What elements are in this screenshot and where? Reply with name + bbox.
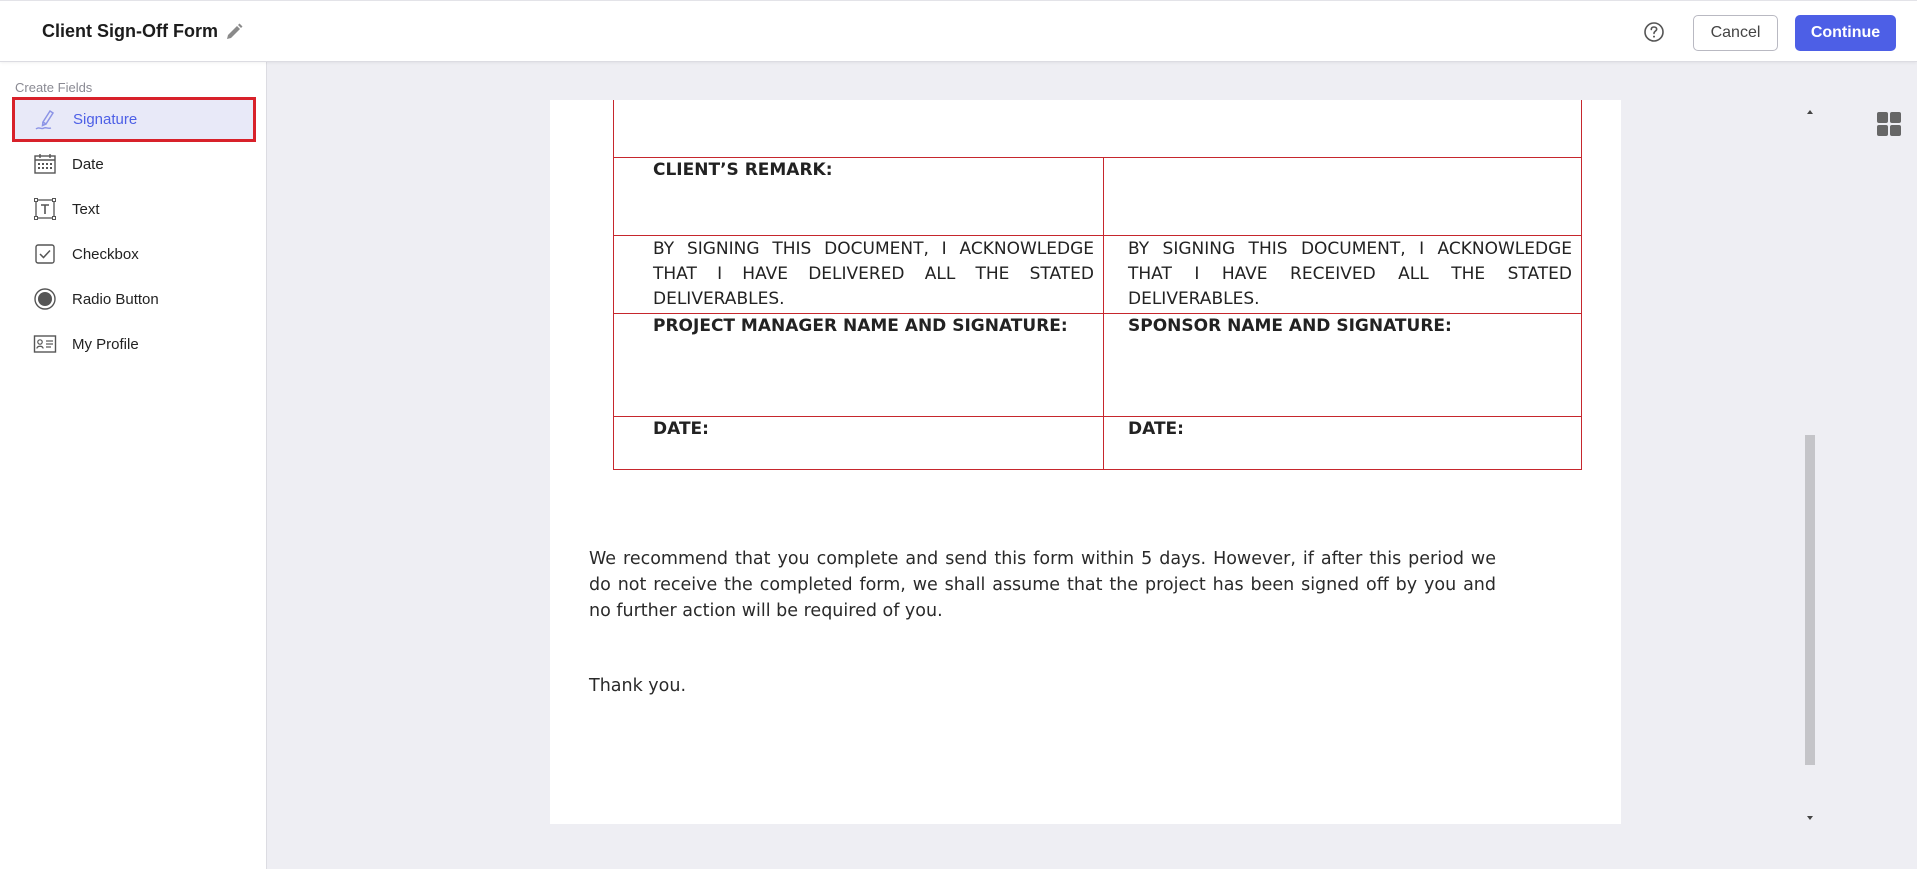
thank-you-text: Thank you. (589, 676, 687, 696)
field-checkbox[interactable] (14, 233, 254, 275)
checkbox-icon (31, 240, 59, 268)
table-cell (1104, 235, 1582, 313)
help-icon[interactable] (1643, 21, 1665, 43)
create-fields-sidebar (0, 62, 267, 869)
table-cell (614, 416, 1104, 469)
table-cell (1104, 313, 1582, 416)
signoff-table (613, 100, 1582, 470)
sponsor-signature-label: SPONSOR NAME AND SIGNATURE: (1128, 315, 1452, 336)
top-bar (0, 0, 1917, 62)
pm-signature-label: PROJECT MANAGER NAME AND SIGNATURE: (653, 315, 1068, 336)
field-date[interactable] (14, 143, 254, 185)
table-row (614, 100, 1582, 157)
table-row (614, 157, 1582, 235)
profile-card-icon (31, 330, 59, 358)
document-title: Client Sign-Off Form (42, 21, 218, 41)
table-cell (614, 100, 1582, 157)
table-cell (614, 313, 1104, 416)
recommendation-paragraph: We recommend that you complete and send this form within 5 days. However, if after this period we do not receive the completed form, we shall assume that the project has been signed off by you and no further action will be required of you. (589, 549, 1496, 621)
field-signature[interactable] (12, 97, 256, 142)
field-label: Signature (73, 111, 138, 128)
client-remark-cell (1104, 157, 1582, 235)
text-box-icon (31, 195, 59, 223)
radio-icon (31, 285, 59, 313)
table-row (614, 416, 1582, 469)
continue-button[interactable]: Continue (1795, 15, 1896, 51)
edit-pencil-icon[interactable] (224, 22, 244, 42)
field-radio-button[interactable] (14, 278, 254, 320)
table-cell (614, 157, 1104, 235)
date-right-label: DATE: (1128, 418, 1184, 439)
field-my-profile[interactable] (14, 323, 254, 365)
client-remark-label: CLIENT’S REMARK: (653, 159, 833, 180)
field-label: Checkbox (72, 245, 139, 263)
field-label: Date (72, 155, 104, 173)
scroll-down-arrow-icon[interactable] (1804, 810, 1816, 820)
scrollbar-thumb[interactable] (1805, 435, 1815, 765)
table-row (614, 313, 1582, 416)
ack-left-text: BY SIGNING THIS DOCUMENT, I ACKNOWLEDGE THAT I HAVE DELIVERED ALL THE STATED DELIVERABLES. (653, 238, 1094, 309)
signature-pen-icon (32, 106, 60, 134)
date-left-label: DATE: (653, 418, 709, 439)
field-label: Radio Button (72, 290, 159, 308)
ack-right-text: BY SIGNING THIS DOCUMENT, I ACKNOWLEDGE THAT I HAVE RECEIVED ALL THE STATED DELIVERABLES. (1128, 238, 1572, 309)
field-label: Text (72, 200, 100, 218)
scroll-up-arrow-icon[interactable] (1804, 104, 1816, 114)
sidebar-heading: Create Fields (15, 80, 93, 95)
calendar-icon (31, 150, 59, 178)
table-cell (614, 235, 1104, 313)
field-text[interactable] (14, 188, 254, 230)
table-cell (1104, 416, 1582, 469)
cancel-button[interactable]: Cancel (1693, 15, 1778, 51)
grid-view-icon[interactable] (1876, 111, 1902, 137)
field-label: My Profile (72, 335, 139, 353)
table-row (614, 235, 1582, 313)
